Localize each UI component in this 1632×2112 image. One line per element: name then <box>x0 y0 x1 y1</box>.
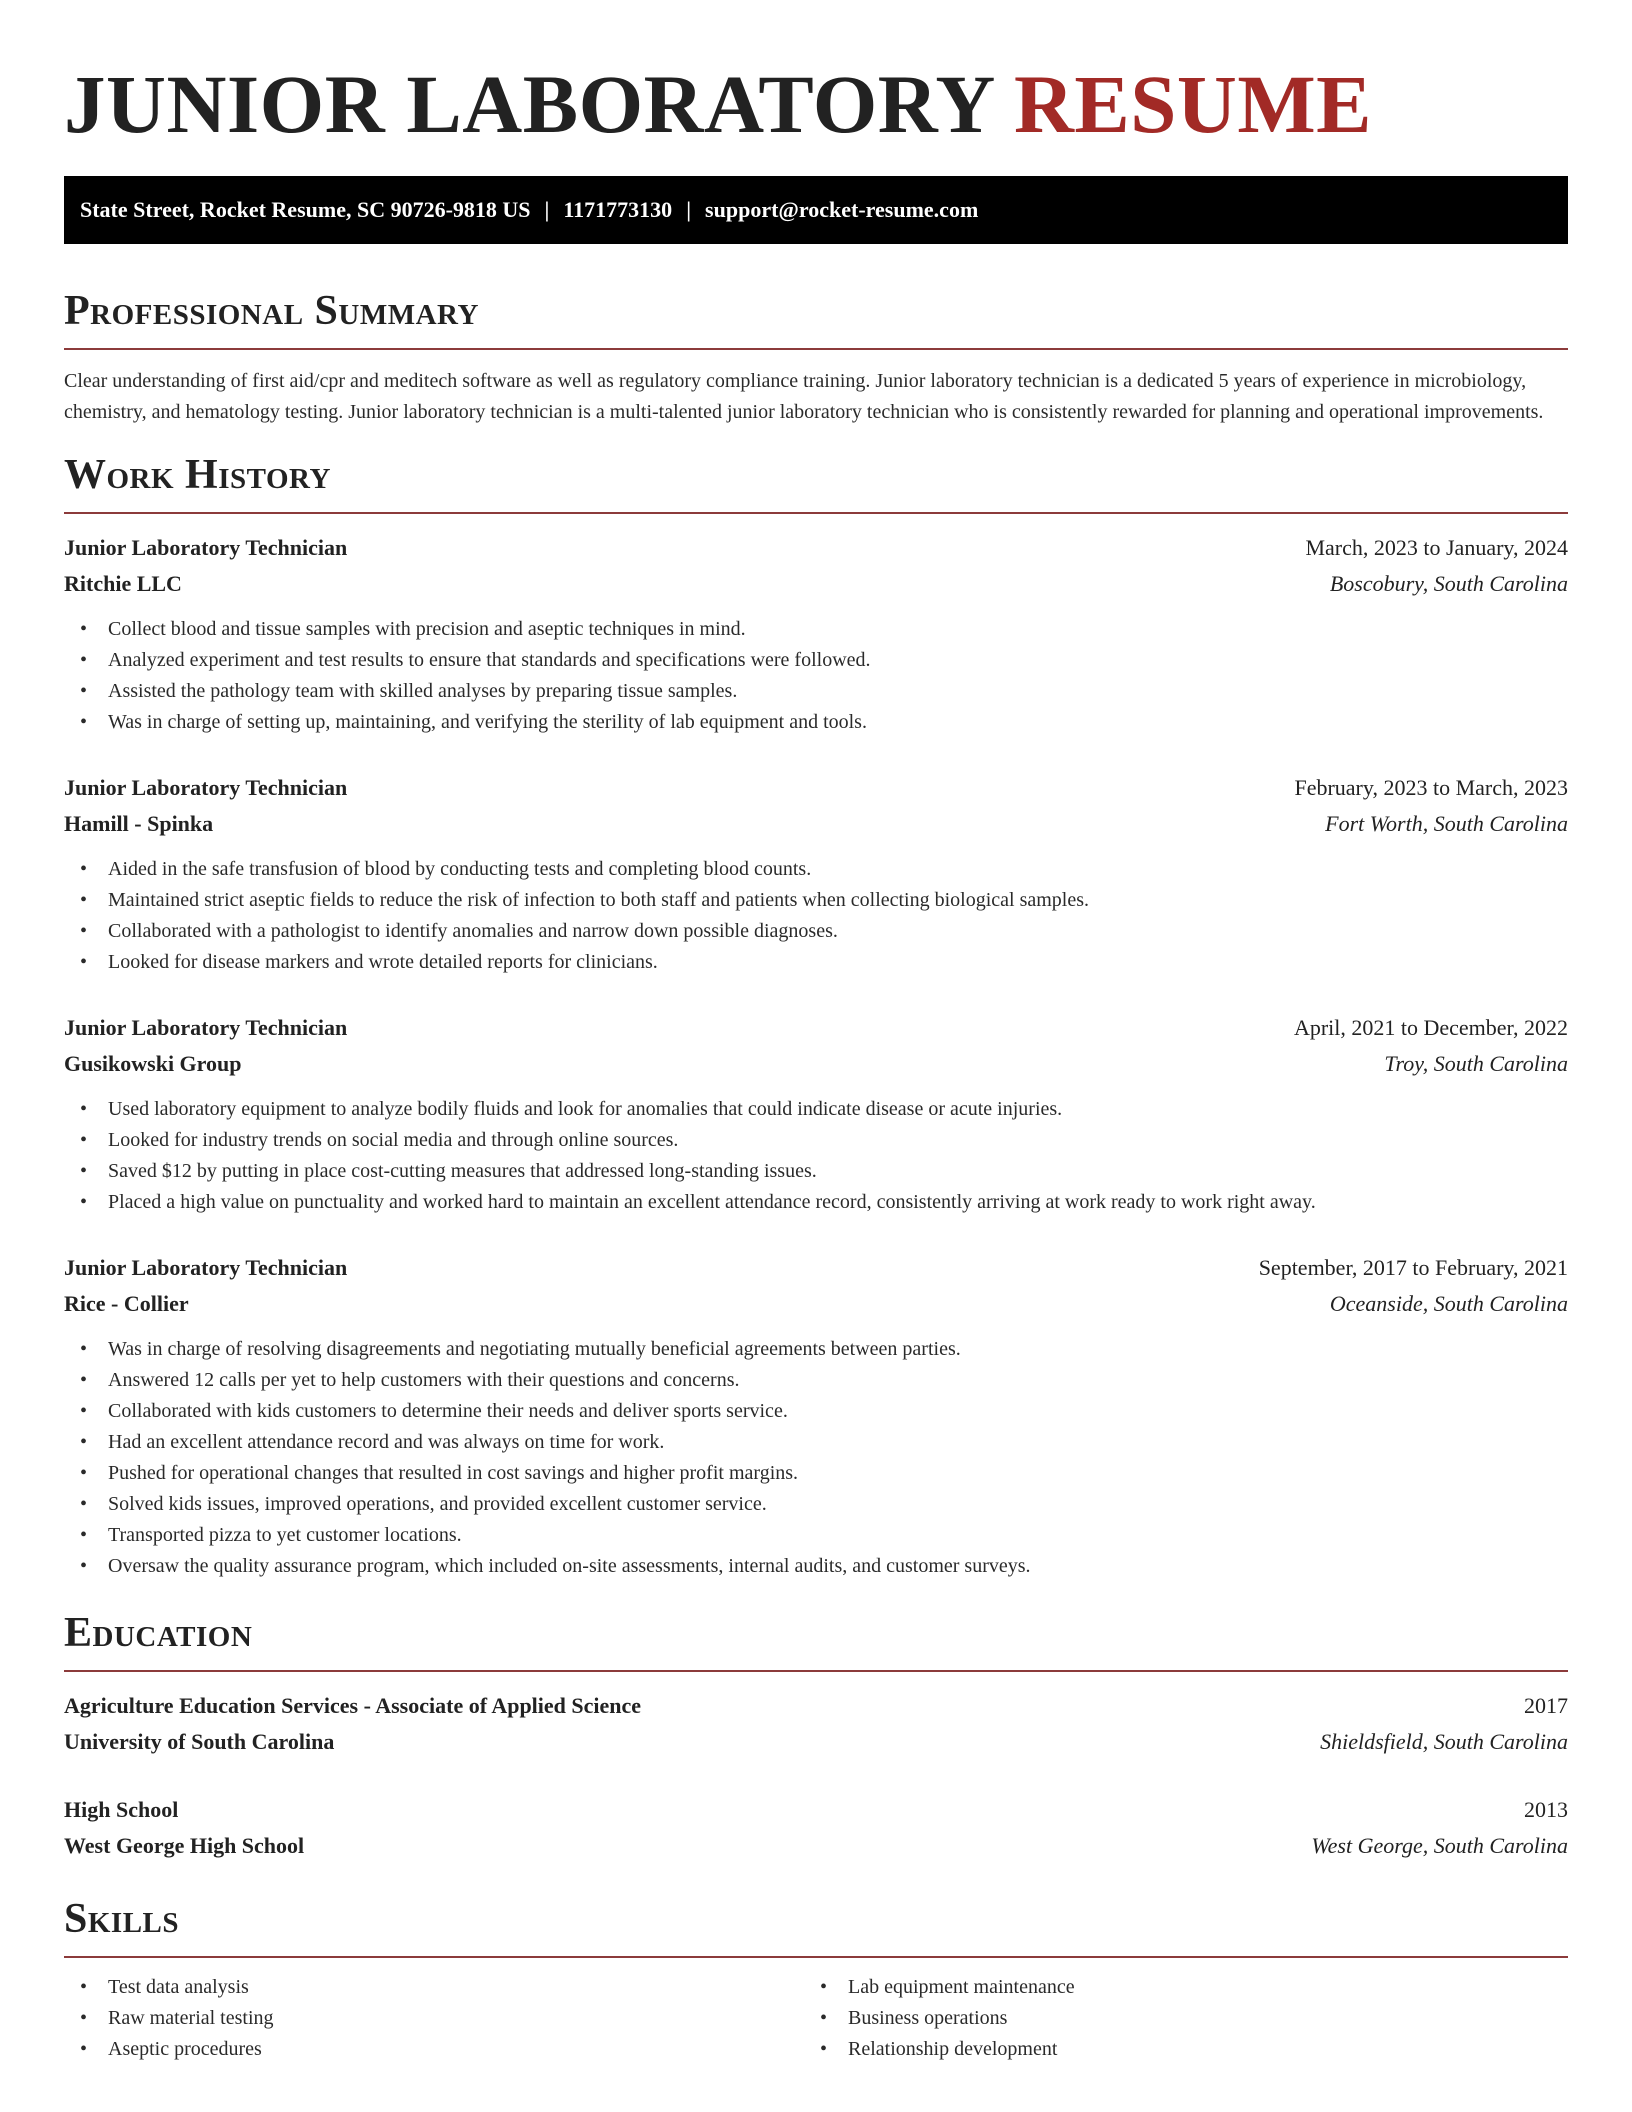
list-item: • Was in charge of resolving disagreements and negotiating mutually beneficial agreements between parties. <box>64 1334 1568 1365</box>
job-dates: March, 2023 to January, 2024 <box>1305 535 1568 560</box>
job-dates: April, 2021 to December, 2022 <box>1293 1015 1568 1040</box>
contact-separator: | <box>544 197 550 222</box>
job-title-row <box>64 770 1568 806</box>
job-location: Boscobury, South Carolina <box>1329 571 1568 596</box>
job-location: Fort Worth, South Carolina <box>1325 811 1568 836</box>
education-school-row <box>64 1828 1568 1864</box>
list-item: • Was in charge of setting up, maintaining, and verifying the sterility of lab equipment and tools. <box>64 707 1568 738</box>
education-school-row <box>64 1724 1568 1760</box>
list-item: • Assisted the pathology team with skilled analyses by preparing tissue samples. <box>64 676 1568 707</box>
list-item: • Looked for disease markers and wrote detailed reports for clinicians. <box>64 947 1568 978</box>
list-item: • Used laboratory equipment to analyze bodily fluids and look for anomalies that could indicate disease or acute injuries. <box>64 1094 1568 1125</box>
job-dates: September, 2017 to February, 2021 <box>1258 1255 1568 1280</box>
contact-email: support@rocket-resume.com <box>705 197 979 222</box>
job-company: Hamill - Spinka <box>64 811 214 836</box>
job-company: Rice - Collier <box>64 1291 189 1316</box>
list-item: • Collaborated with kids customers to determine their needs and deliver sports service. <box>64 1396 1568 1427</box>
job-bullets <box>64 1334 1568 1582</box>
education-section <box>64 1608 1568 1864</box>
job-entry <box>64 1250 1568 1582</box>
education-degree: High School <box>64 1797 179 1822</box>
list-item: • Raw material testing <box>64 2003 804 2034</box>
contact-separator: | <box>686 197 692 222</box>
job-company-row <box>64 566 1568 602</box>
list-item: • Collaborated with a pathologist to identify anomalies and narrow down possible diagnoses. <box>64 916 1568 947</box>
list-item: • Maintained strict aseptic fields to reduce the risk of infection to both staff and patients when collecting biological samples. <box>64 885 1568 916</box>
list-item: • Solved kids issues, improved operations, and provided excellent customer service. <box>64 1489 1568 1520</box>
job-company-row <box>64 1046 1568 1082</box>
work-history-section <box>64 450 1568 1582</box>
job-company-row <box>64 1286 1568 1322</box>
list-item: • Test data analysis <box>64 1972 804 2003</box>
work-history-heading: Work History <box>64 450 1568 514</box>
education-degree-row <box>64 1792 1568 1828</box>
contact-phone: 1171773130 <box>563 197 673 222</box>
job-entry <box>64 530 1568 738</box>
skills-columns <box>64 1972 1568 2065</box>
skills-list-right <box>804 1972 1544 2065</box>
job-company: Gusikowski Group <box>64 1051 242 1076</box>
education-year: 2013 <box>1524 1797 1568 1822</box>
job-title-row <box>64 1010 1568 1046</box>
job-dates: February, 2023 to March, 2023 <box>1294 775 1568 800</box>
contact-address: State Street, Rocket Resume, SC 90726-9818 US <box>80 197 531 222</box>
skills-list-left <box>64 1972 804 2065</box>
list-item: • Transported pizza to yet customer locations. <box>64 1520 1568 1551</box>
skills-section <box>64 1894 1568 2065</box>
job-location: Troy, South Carolina <box>1384 1051 1568 1076</box>
job-title-row <box>64 1250 1568 1286</box>
list-item: • Aided in the safe transfusion of blood by conducting tests and completing blood counts. <box>64 854 1568 885</box>
job-entry <box>64 1010 1568 1218</box>
education-degree: Agriculture Education Services - Associate of Applied Science <box>64 1693 642 1718</box>
list-item: • Collect blood and tissue samples with precision and aseptic techniques in mind. <box>64 614 1568 645</box>
summary-heading: Professional Summary <box>64 286 1568 350</box>
list-item: • Saved $12 by putting in place cost-cutting measures that addressed long-standing issues. <box>64 1156 1568 1187</box>
job-bullets <box>64 614 1568 738</box>
job-title-row <box>64 530 1568 566</box>
summary-text: Clear understanding of first aid/cpr and meditech software as well as regulatory compliance training. Junior laboratory technician is a dedicated 5 years of experience in microbiology, chemistry, and hematology testing. Junior laboratory technician is a multi-talented junior laboratory technician who is consistently rewarded for planning and operational improvements. <box>64 370 1544 423</box>
list-item: • Business operations <box>804 2003 1544 2034</box>
education-school: University of South Carolina <box>64 1729 335 1754</box>
contact-bar <box>64 176 1568 244</box>
resume-title <box>64 58 1568 150</box>
job-title: Junior Laboratory Technician <box>64 1015 348 1040</box>
job-title: Junior Laboratory Technician <box>64 535 348 560</box>
list-item: • Oversaw the quality assurance program, which included on-site assessments, internal audits, and customer surveys. <box>64 1551 1568 1582</box>
list-item: • Had an excellent attendance record and was always on time for work. <box>64 1427 1568 1458</box>
title-main: JUNIOR LABORATORY <box>64 58 993 150</box>
skills-heading: Skills <box>64 1894 1568 1958</box>
job-bullets <box>64 854 1568 978</box>
summary-section <box>64 286 1568 428</box>
list-item: • Pushed for operational changes that resulted in cost savings and higher profit margins. <box>64 1458 1568 1489</box>
list-item: • Lab equipment maintenance <box>804 1972 1544 2003</box>
list-item: • Answered 12 calls per yet to help customers with their questions and concerns. <box>64 1365 1568 1396</box>
education-degree-row <box>64 1688 1568 1724</box>
job-company-row <box>64 806 1568 842</box>
resume-page <box>64 0 1568 2065</box>
education-entry <box>64 1792 1568 1864</box>
education-heading: Education <box>64 1608 1568 1672</box>
list-item: • Relationship development <box>804 2034 1544 2065</box>
list-item: • Placed a high value on punctuality and worked hard to maintain an excellent attendance record, consistently arriving at work ready to work right away. <box>64 1187 1568 1218</box>
list-item: • Looked for industry trends on social media and through online sources. <box>64 1125 1568 1156</box>
job-company: Ritchie LLC <box>64 571 182 596</box>
education-location: West George, South Carolina <box>1311 1833 1568 1858</box>
title-accent: RESUME <box>1013 58 1373 150</box>
job-entry <box>64 770 1568 978</box>
education-year: 2017 <box>1524 1693 1568 1718</box>
list-item: • Analyzed experiment and test results to ensure that standards and specifications were followed. <box>64 645 1568 676</box>
job-title: Junior Laboratory Technician <box>64 1255 348 1280</box>
list-item: • Aseptic procedures <box>64 2034 804 2065</box>
job-location: Oceanside, South Carolina <box>1329 1291 1568 1316</box>
education-entry <box>64 1688 1568 1760</box>
education-school: West George High School <box>64 1833 305 1858</box>
job-title: Junior Laboratory Technician <box>64 775 348 800</box>
education-location: Shieldsfield, South Carolina <box>1320 1729 1568 1754</box>
job-bullets <box>64 1094 1568 1218</box>
